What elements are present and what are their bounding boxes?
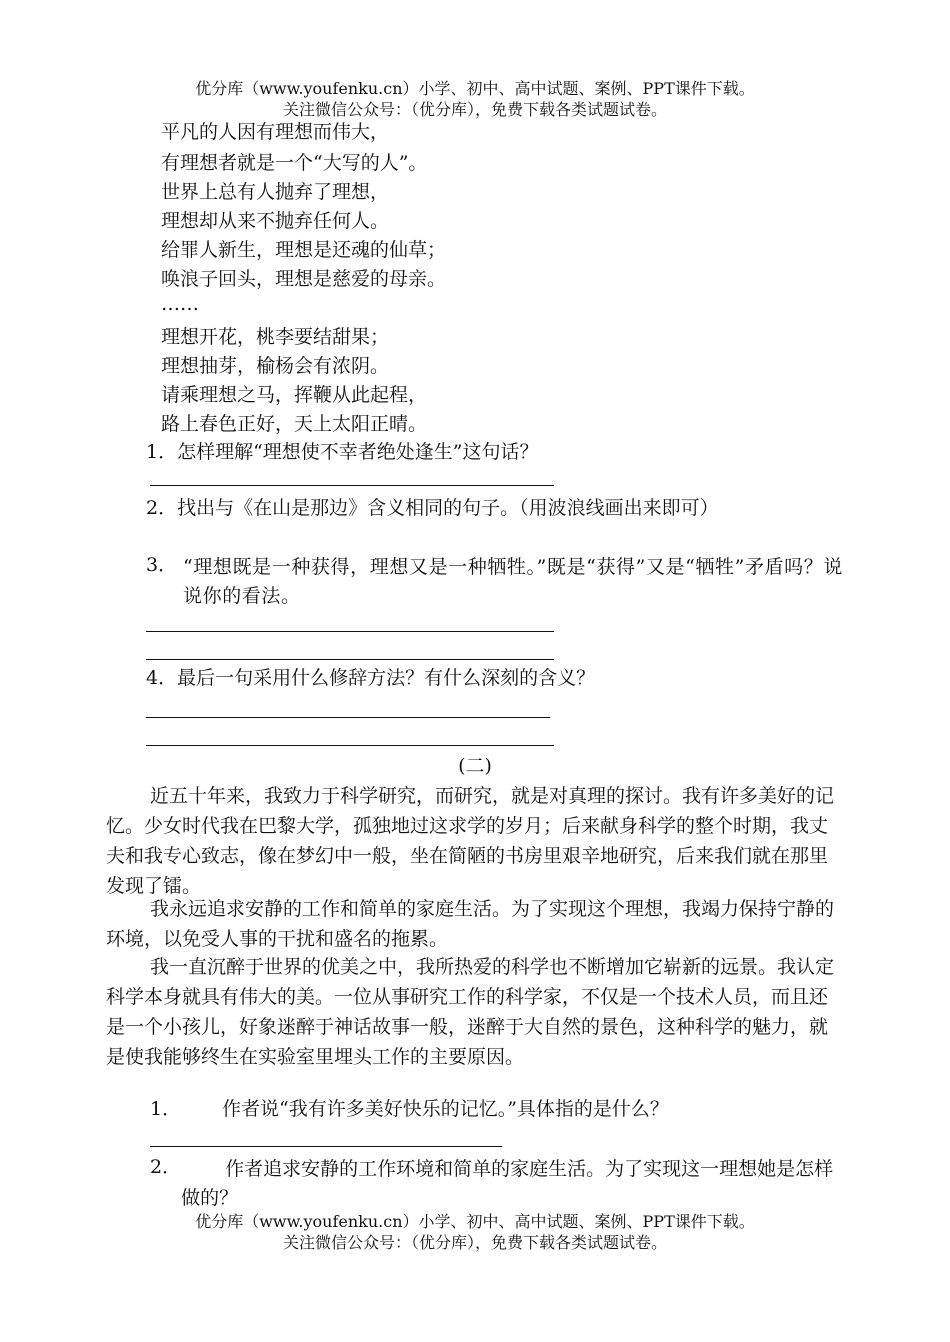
- question-number: 2．: [146, 497, 178, 519]
- question-item: [146, 553, 846, 611]
- poem-line: 理想抽芽，榆杨会有浓阴。: [161, 355, 390, 377]
- answer-line[interactable]: [150, 1146, 502, 1147]
- question-item: [146, 666, 595, 691]
- poem-line: 理想却从来不抛弃任何人。: [161, 210, 390, 232]
- answer-line[interactable]: [146, 631, 554, 632]
- poem-line: 唤浪子回头，理想是慈爱的母亲。: [161, 268, 447, 290]
- poem-line: 平凡的人因有理想而伟大，: [161, 121, 390, 143]
- question-number: 1．: [150, 1098, 182, 1120]
- answer-line[interactable]: [150, 485, 554, 486]
- question-number: 2．: [150, 1156, 182, 1178]
- poem-line: 给罪人新生，理想是还魂的仙草；: [161, 239, 447, 261]
- poem-line: 路上春色正好，天上太阳正晴。: [161, 413, 428, 435]
- question-number: 3．: [146, 554, 178, 576]
- question-item: [146, 440, 539, 465]
- footer-line-2: 关注微信公众号：（优分库），免费下载各类试题试卷。: [282, 1233, 667, 1252]
- question-text: 最后一句采用什么修辞方法？有什么深刻的含义？: [177, 667, 596, 689]
- paragraph-text: 我一直沉醉于世界的优美之中，我所热爱的科学也不断增加它崭新的远景。我认定科学本身就具有伟大的美。一位从事研究工作的科学家，不仅是一个技术人员，而且还是一个小孩儿，好象迷醉于神话故事一般，迷醉于大自然的景色，这种科学的魅力，就是使我能够终生在实验室里埋头工作的主要原因。: [106, 956, 835, 1068]
- footer-line-1: 优分库（www.youfenku.cn）小学、初中、高中试题、案例、PPT课件下载。: [195, 1212, 755, 1231]
- poem-line: 有理想者就是一个“大写的人”。: [161, 152, 428, 174]
- question-text: 作者说“我有许多美好快乐的记忆。”具体指的是什么？: [222, 1098, 669, 1120]
- header-line-1: 优分库（www.youfenku.cn）小学、初中、高中试题、案例、PPT课件下载。: [195, 79, 755, 98]
- question-item: [146, 496, 719, 521]
- header-line-2: 关注微信公众号：（优分库），免费下载各类试题试卷。: [282, 100, 667, 119]
- question-number: 1．: [146, 441, 178, 463]
- answer-line[interactable]: [146, 717, 550, 718]
- poem-line: 理想开花，桃李要结甜果；: [161, 326, 390, 348]
- paragraph-text: 近五十年来，我致力于科学研究，而研究，就是对真理的探讨。我有许多美好的记忆。少女时代我在巴黎大学，孤独地过这求学的岁月；后来献身科学的整个时期，我丈夫和我专心致志，像在梦幻中一般，坐在简陋的书房里艰辛地研究，后来我们就在那里发现了镭。: [106, 785, 835, 897]
- poem-line: 请乘理想之马，挥鞭从此起程，: [161, 384, 428, 406]
- question-text: 作者追求安静的工作环境和简单的家庭生活。为了实现这一理想她是怎样做的？: [181, 1158, 834, 1209]
- question-text: 找出与《在山是那边》含义相同的句子。（用波浪线画出来即可）: [177, 497, 719, 519]
- question-text: 怎样理解“理想使不幸者绝处逢生”这句话？: [177, 441, 539, 463]
- section-title: (二): [458, 755, 492, 777]
- paragraph: [106, 781, 846, 901]
- answer-line[interactable]: [146, 745, 554, 746]
- paragraph-text: 我永远追求安静的工作和简单的家庭生活。为了实现这个理想，我竭力保持宁静的环境，以免受人事的干扰和盛名的拖累。: [106, 898, 835, 950]
- question-text: “理想既是一种获得，理想又是一种牺牲。”既是“获得”又是“牺牲”矛盾吗？说说你的看法。: [183, 556, 843, 607]
- question-number: 4．: [146, 667, 178, 689]
- question-item: [150, 1155, 846, 1213]
- question-item: [150, 1097, 669, 1122]
- answer-line[interactable]: [146, 659, 554, 660]
- paragraph: [106, 894, 846, 954]
- paragraph: [106, 952, 846, 1072]
- poem-line: 世界上总有人抛弃了理想，: [161, 181, 390, 203]
- poem-line: ……: [161, 293, 199, 315]
